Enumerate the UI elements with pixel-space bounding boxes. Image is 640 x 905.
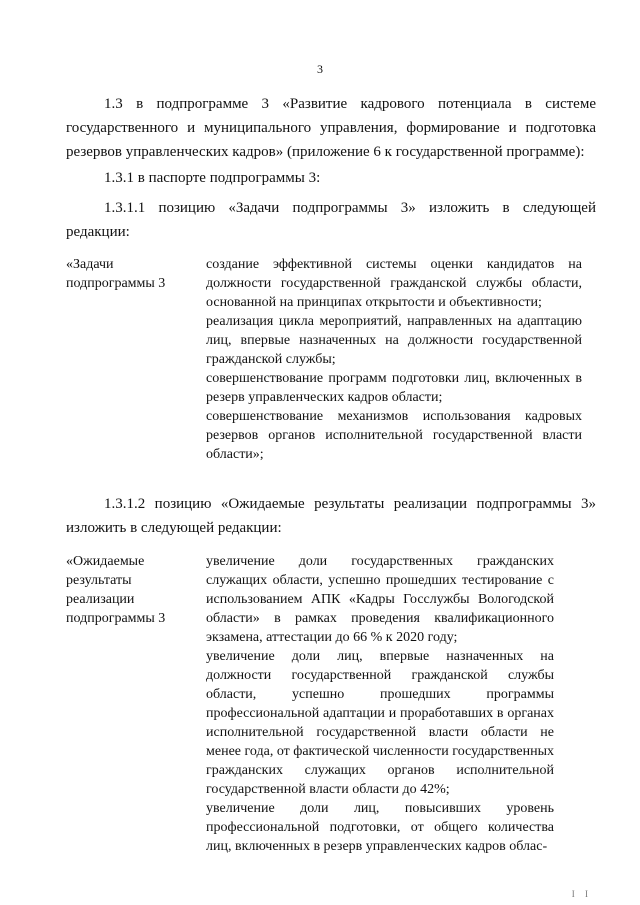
paragraph-1-3: 1.3 в подпрограмме 3 «Развитие кадрового потенциала в системе государственного и муниципального управления, формирование и подготовка резервов управленческих кадров» (приложение 6 к государственной программе): <box>66 96 596 160</box>
paragraph-1-3-1-1: 1.3.1.1 позицию «Задачи подпрограммы 3» изложить в следующей редакции: <box>66 200 596 240</box>
results-label-line: подпрограммы 3 <box>66 611 166 626</box>
results-item: увеличение доли лиц, повысивших уровень профессиональной подготовки, от общего количества лиц, включенных в резерв управленческих кадров облас- <box>206 801 554 854</box>
tasks-item: совершенствование программ подготовки лиц, включенных в резерв управленческих кадров области; <box>206 371 582 405</box>
results-content <box>206 552 554 856</box>
paragraph-1-3-1: 1.3.1 в паспорте подпрограммы 3: <box>104 170 321 186</box>
tasks-item: совершенствование механизмов использования кадровых резервов органов исполнительной государственной власти области»; <box>206 409 582 462</box>
tasks-label-line: подпрограммы 3 <box>66 276 166 291</box>
page-number: 3 <box>317 62 323 76</box>
results-label <box>66 552 196 628</box>
tasks-label <box>66 255 196 293</box>
tasks-content <box>206 255 582 464</box>
tasks-item: реализация цикла мероприятий, направленных на адаптацию лиц, впервые назначенных на должности государственной гражданской службы; <box>206 314 582 367</box>
paragraph-1-3-1-2: 1.3.1.2 позицию «Ожидаемые результаты реализации подпрограммы 3» изложить в следующей редакции: <box>66 496 596 536</box>
corner-mark: I I <box>571 889 592 899</box>
results-label-line: «Ожидаемые <box>66 554 145 569</box>
results-label-line: результаты <box>66 573 132 588</box>
tasks-item: создание эффективной системы оценки кандидатов на должности государственной гражданской службы области, основанной на принципах открытости и объективности; <box>206 257 582 310</box>
tasks-label-line: «Задачи <box>66 257 114 272</box>
results-item: увеличение доли лиц, впервые назначенных на должности государственной гражданской службы области, успешно прошедших программы профессиональной адаптации и проработавших в органах исполнительной государственной власти области не менее года, от фактической численности государственных гражданских служащих органов исполнительной государственной власти области до 42%; <box>206 649 554 797</box>
results-label-line: реализации <box>66 592 135 607</box>
results-item: увеличение доли государственных гражданских служащих области, успешно прошедших тестирование с использованием АПК «Кадры Госслужбы Вологодской области» в рамках проведения квалификационного экзамена, аттестации до 66 % к 2020 году; <box>206 554 554 645</box>
